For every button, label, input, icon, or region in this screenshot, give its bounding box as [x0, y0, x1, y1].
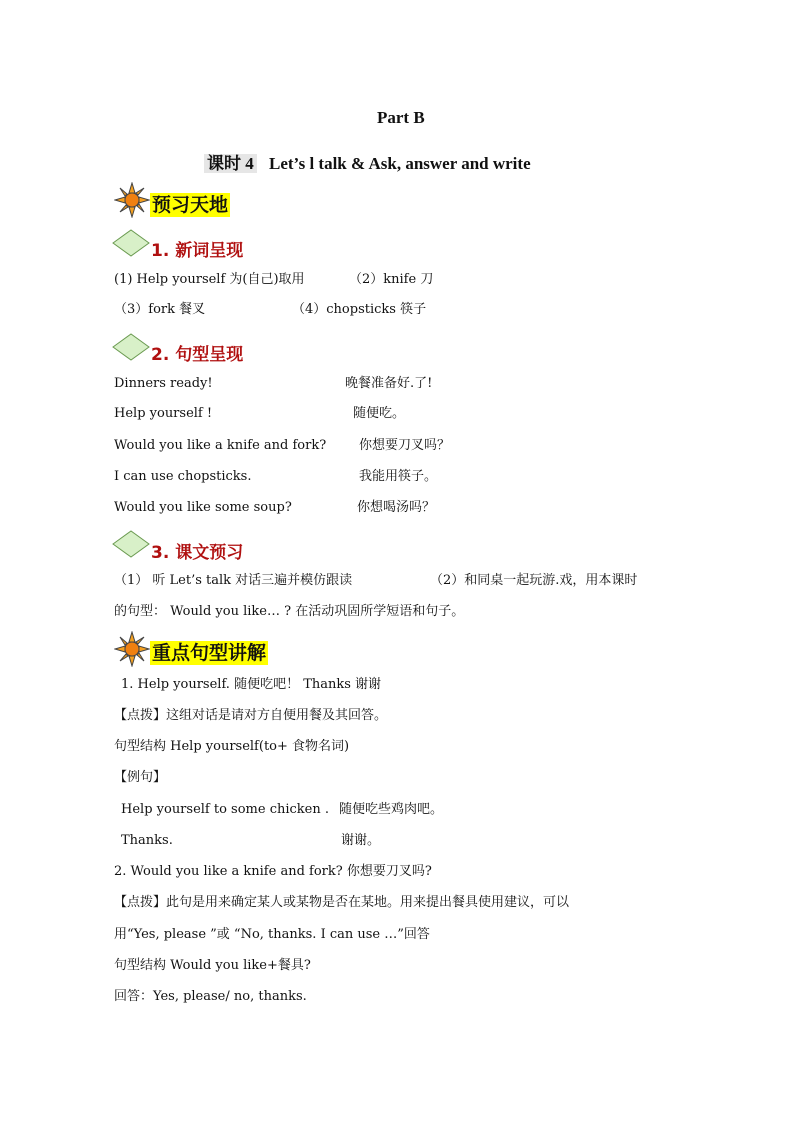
sentence-zh: 晚餐准备好.了! — [345, 376, 433, 391]
sentences-heading: 2. 句型呈现 — [151, 345, 244, 365]
item1-structure: 句型结构 Help yourself(to+ 食物名词) — [114, 739, 350, 754]
diamond-icon — [111, 332, 151, 362]
sentence-zh: 随便吃。 — [353, 406, 406, 421]
item1-example-label: 【例句】 — [114, 770, 167, 785]
new-words-heading: 1. 新词呈现 — [151, 241, 244, 261]
sentence-en: I can use chopsticks. — [114, 469, 252, 484]
item1-tip: 【点拨】这组对话是请对方自便用餐及其回答。 — [114, 708, 388, 723]
new-words-line2-b: （4）chopsticks 筷子 — [292, 302, 427, 317]
item1-ex2-zh: 谢谢。 — [341, 833, 381, 848]
item1-ex2-en: Thanks. — [121, 833, 173, 848]
item2-tip2: 用“Yes, please ”或 “No, thanks. I can use …”回答 — [114, 927, 430, 942]
diamond-icon — [111, 228, 151, 258]
sentence-en: Would you like a knife and fork? — [114, 438, 327, 453]
part-title: Part B — [377, 108, 425, 127]
sentence-zh: 你想要刀叉吗？ — [359, 438, 451, 453]
text-preview-heading: 3. 课文预习 — [151, 543, 244, 563]
lesson-heading — [204, 149, 531, 174]
new-words-line1-b: （2）knife 刀 — [349, 272, 434, 287]
lesson-title: Let’s l talk & Ask, answer and write — [269, 154, 531, 173]
sentence-zh: 我能用筷子。 — [359, 469, 438, 484]
sentence-en: Help yourself ! — [114, 406, 213, 421]
item1-line: 1. Help yourself. 随便吃吧！ Thanks 谢谢 — [121, 677, 382, 692]
new-words-line2-a: （3）fork 餐叉 — [114, 302, 206, 317]
text-preview-line1-b: （2）和同桌一起玩游.戏，用本课时 — [430, 573, 638, 588]
key-section-title: 重点句型讲解 — [152, 642, 267, 664]
text-preview-line2: 的句型： Would you like… ? 在活动巩固所学短语和句子。 — [114, 604, 465, 619]
item2-line: 2. Would you like a knife and fork? 你想要刀叉吗? — [114, 864, 432, 879]
sentence-zh: 你想喝汤吗？ — [357, 500, 436, 515]
item2-answer: 回答：Yes, please/ no, thanks. — [114, 989, 307, 1004]
item2-structure: 句型结构 Would you like+餐具? — [114, 958, 311, 973]
item1-ex1-zh: 随便吃些鸡肉吧。 — [339, 802, 444, 817]
sentence-en: Would you like some soup? — [114, 500, 292, 515]
new-words-line1-a: (1) Help yourself 为(自己)取用 — [114, 272, 305, 287]
item2-tip1: 【点拨】此句是用来确定某人或某物是否在某地。用来提出餐具使用建议，可以 — [114, 895, 570, 910]
preview-section-title: 预习天地 — [152, 194, 229, 216]
diamond-icon — [111, 529, 151, 559]
sentence-en: Dinners ready! — [114, 376, 213, 391]
sun-icon — [114, 182, 150, 218]
sun-icon — [114, 631, 150, 667]
text-preview-line1-a: （1） 听 Let’s talk 对话三遍并模仿跟读 — [114, 573, 353, 588]
lesson-label: 课时 4 — [204, 154, 257, 173]
item1-ex1-en: Help yourself to some chicken . — [121, 802, 329, 817]
